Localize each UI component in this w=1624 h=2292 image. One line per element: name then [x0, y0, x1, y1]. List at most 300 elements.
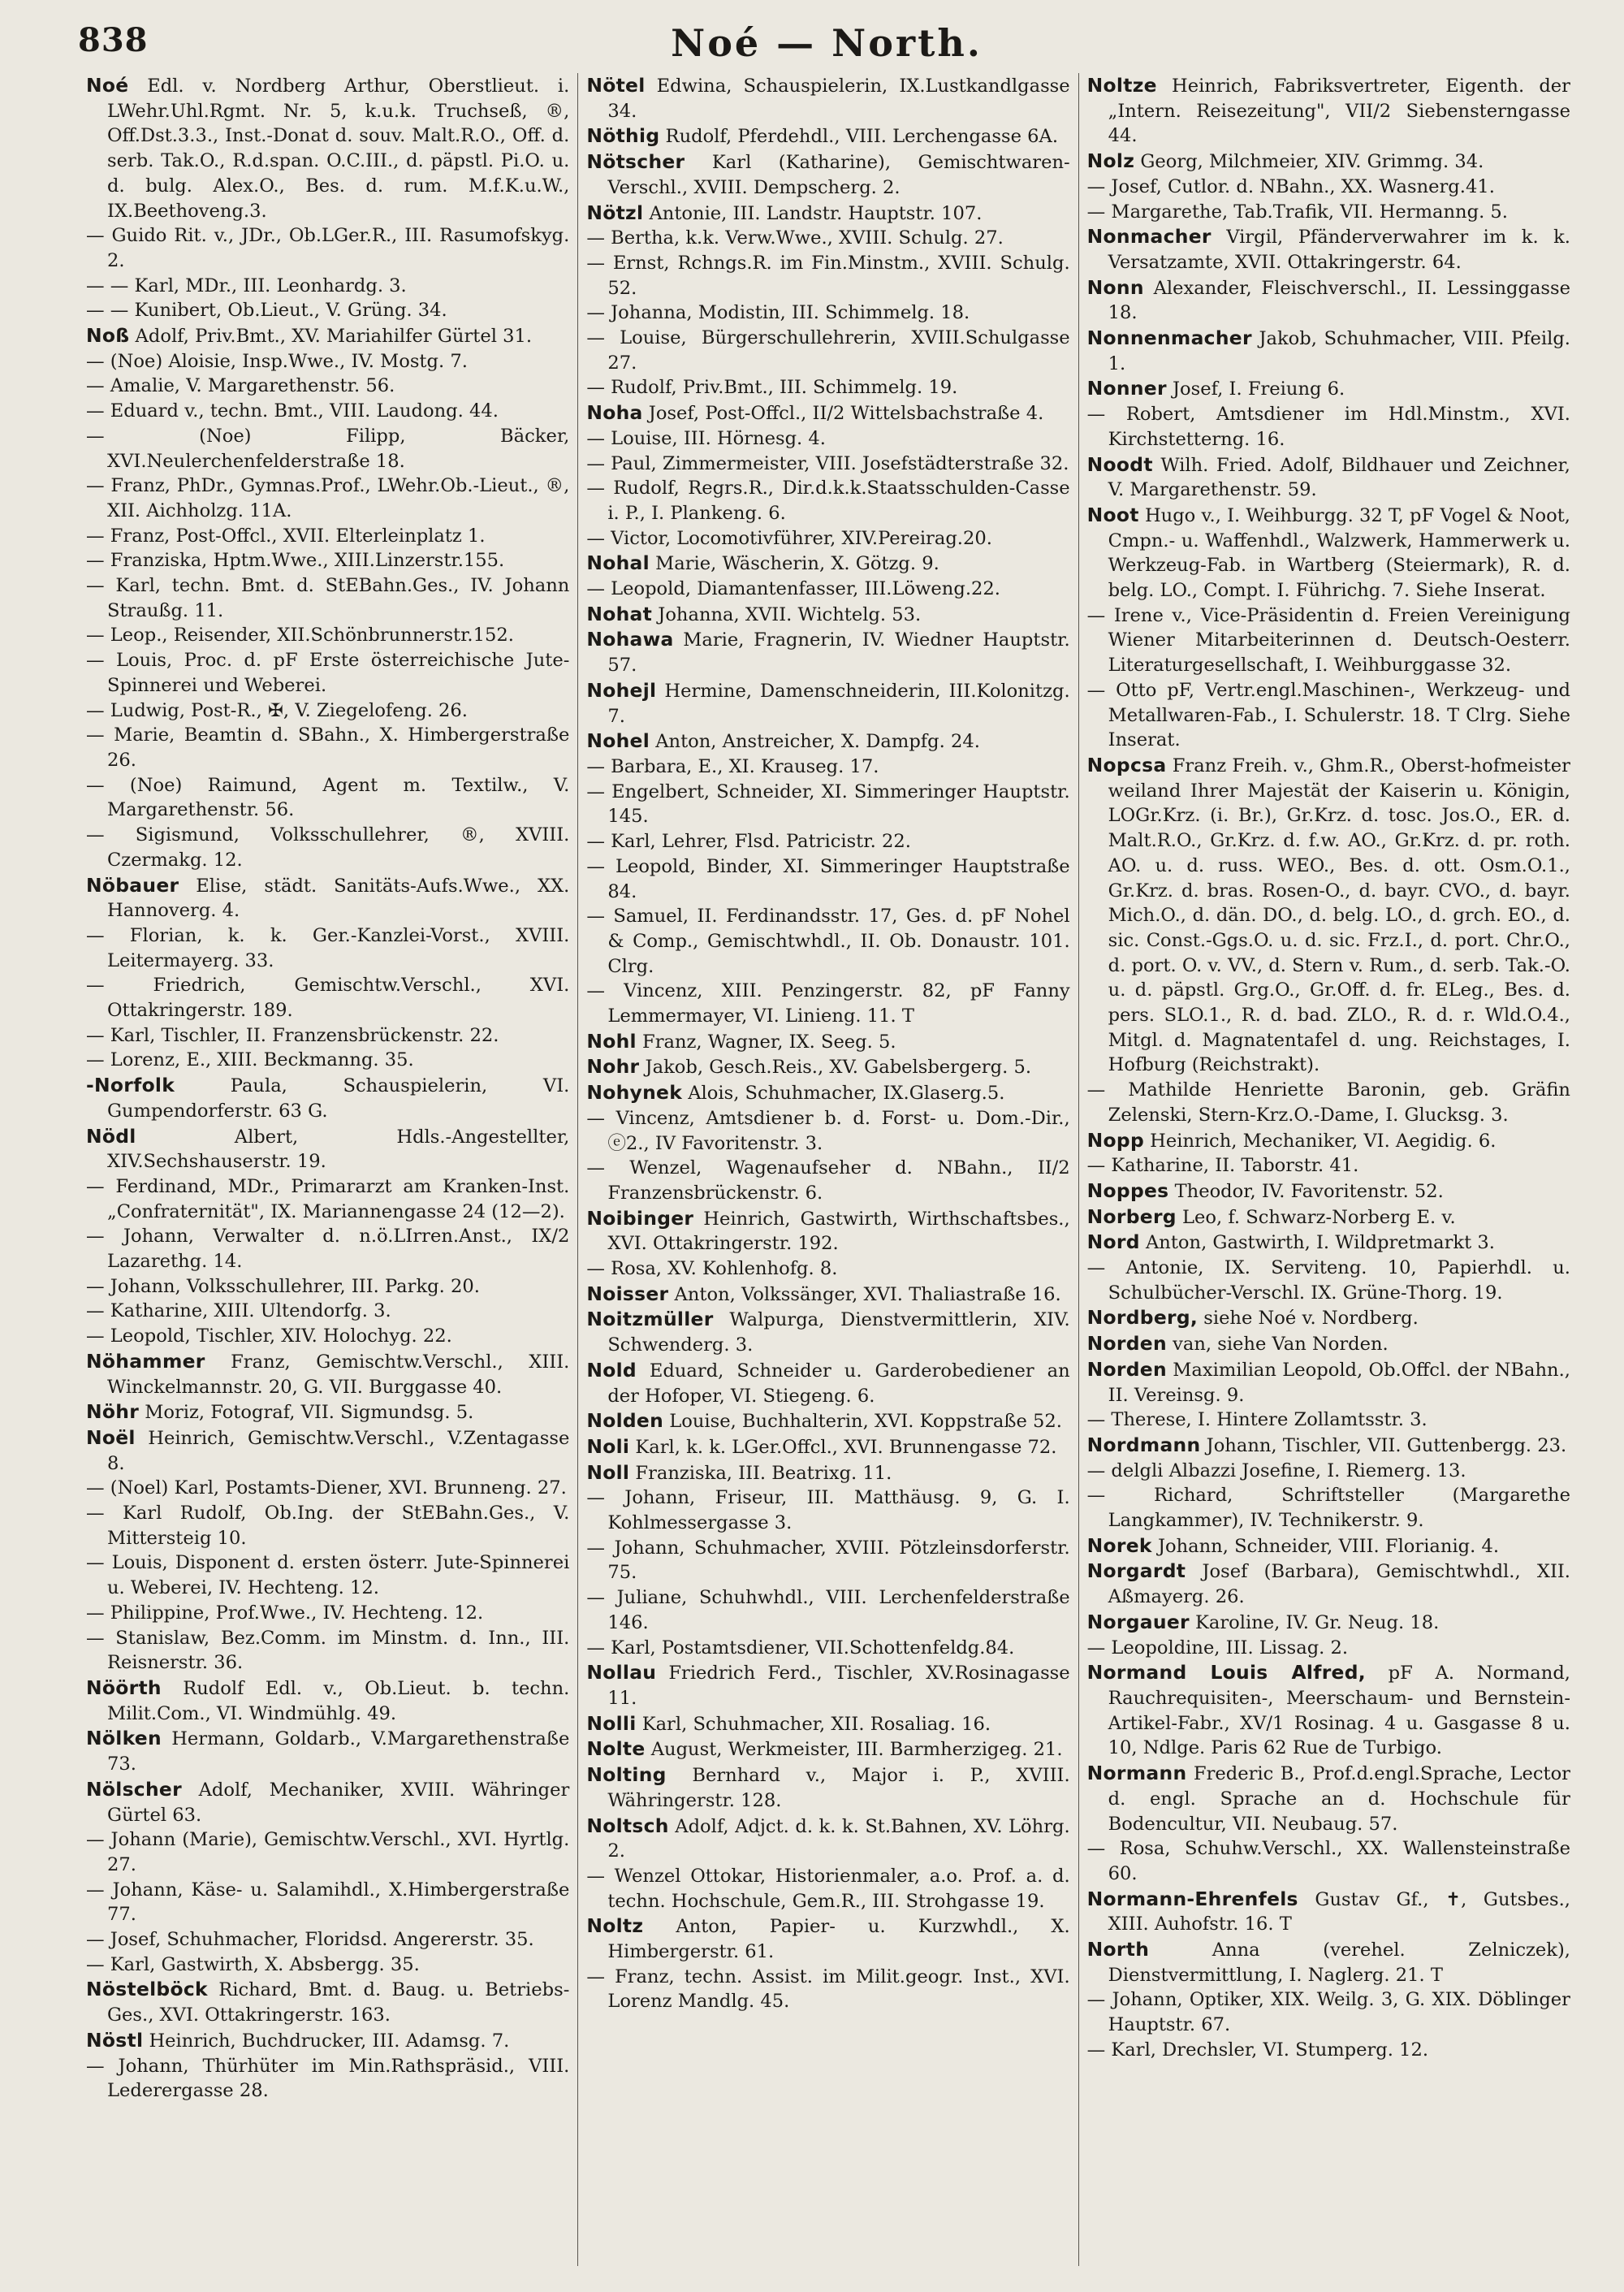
directory-entry: [586, 1206, 1069, 1256]
entry-details: — Louise, Bürgerschullehrerin, XVIII.Schulgasse 27.: [586, 327, 1070, 374]
directory-entry: [586, 577, 1069, 602]
entry-surname: Norden: [1086, 1332, 1167, 1356]
entry-details: — Sigismund, Volksschullehrer, ®, XVIII. Czermakg. 12.: [86, 824, 570, 871]
entry-details: Louise, Buchhalterin, XVI. Koppstraße 52.: [663, 1411, 1062, 1433]
entry-details: Edl. v. Nordberg Arthur, Oberstlieut. i. LWehr.Uhl.Rgmt. Nr. 5, k.u.k. Truchseß, ®, Off.Dst.3.3., Inst.-Donat d. souv. Malt.R.O., Off. d. serb. Tak.O., R.d.span. O.C.III., d. päpstl. Pi.O. u. d. bulg. Alex.O., Bes. d. rum. M.f.K.u.W., IX.Beethoveng.3.: [107, 76, 570, 222]
directory-entry: [86, 573, 569, 623]
entry-details: — Amalie, V. Margarethenstr. 56.: [86, 375, 395, 397]
entry-details: — Juliane, Schuhwhdl., VIII. Lerchenfelderstraße 146.: [586, 1587, 1070, 1633]
entry-details: Karoline, IV. Gr. Neug. 18.: [1189, 1611, 1440, 1633]
entry-details: — Leopoldine, III. Lissag. 2.: [1086, 1637, 1349, 1658]
entry-surname: Nöörth: [86, 1676, 162, 1699]
directory-entry: [1087, 1078, 1570, 1127]
entry-details: — Karl, Drechsler, VI. Stumperg. 12.: [1086, 2039, 1429, 2061]
directory-entry: [86, 698, 569, 724]
entry-details: Leo, f. Schwarz-Norberg E. v.: [1176, 1206, 1456, 1228]
directory-entry: [86, 823, 569, 872]
entry-details: — Rudolf, Priv.Bmt., III. Schimmelg. 19.: [586, 377, 958, 399]
directory-entry: [1087, 200, 1570, 225]
directory-entry: [86, 1324, 569, 1349]
directory-entry: [1087, 1836, 1570, 1886]
entry-surname: North: [1086, 1938, 1150, 1961]
entry-surname: Nöstelböck: [86, 1978, 208, 2001]
entry-details: — Eduard v., techn. Bmt., VIII. Laudong. 44.: [86, 400, 499, 422]
directory-entry: [1087, 1128, 1570, 1154]
directory-entry: [1087, 149, 1570, 175]
entry-details: Elise, städt. Sanitäts-Aufs.Wwe., XX. Hannoverg. 4.: [107, 875, 570, 922]
entry-details: Franziska, III. Beatrixg. 11.: [629, 1462, 892, 1484]
entry-surname: Normann: [1086, 1762, 1187, 1785]
directory-entry: [586, 1029, 1069, 1055]
directory-entry: [86, 1953, 569, 1978]
entry-surname: Nöthig: [586, 124, 660, 148]
entry-details: — — Kunibert, Ob.Lieut., V. Grüng. 34.: [86, 300, 447, 322]
entry-details: Hermann, Goldarb., V.Margarethenstraße 73.: [107, 1728, 570, 1775]
directory-entry: [586, 678, 1069, 729]
entry-details: Heinrich, Mechaniker, VI. Aegidig. 6.: [1144, 1130, 1497, 1152]
directory-entry: [586, 1736, 1069, 1762]
directory-entry: [1087, 1459, 1570, 1484]
entry-details: — Karl, Lehrer, Flsd. Patricistr. 22.: [586, 831, 911, 853]
entry-details: — Richard, Schriftsteller (Margarethe Langkammer), IV. Technikerstr. 9.: [1086, 1485, 1570, 1532]
entry-surname: Nolte: [586, 1737, 646, 1761]
directory-entry: [1087, 73, 1570, 149]
entry-details: Theodor, IV. Favoritenstr. 52.: [1168, 1180, 1444, 1202]
entry-surname: Nohawa: [586, 628, 674, 651]
entry-details: — Mathilde Henriette Baronin, geb. Gräfin Zelenski, Stern-Krz.O.-Dame, I. Glucksg. 3.: [1086, 1079, 1570, 1126]
entry-surname: Nöbauer: [86, 873, 179, 897]
directory-entry: [86, 1124, 569, 1174]
entry-surname: Noltze: [1086, 74, 1157, 97]
entry-surname: Nonmacher: [1086, 225, 1212, 249]
entry-details: Heinrich, Buchdrucker, III. Adamsg. 7.: [143, 2030, 510, 2052]
directory-entry: [86, 349, 569, 374]
directory-entry: [586, 1282, 1069, 1308]
entry-details: — Johann, Verwalter d. n.ö.LIrren.Anst., IX/2 Lazarethg. 14.: [86, 1226, 570, 1273]
directory-entry: [586, 149, 1069, 200]
directory-entry: [586, 1460, 1069, 1486]
entry-details: — Leopold, Binder, XI. Simmeringer Hauptstraße 84.: [586, 855, 1070, 902]
entry-details: Josef, I. Freiung 6.: [1166, 378, 1345, 400]
directory-entry: [1087, 1178, 1570, 1204]
directory-entry: [86, 524, 569, 549]
directory-entry: [86, 2028, 569, 2054]
directory-entry: [86, 923, 569, 973]
entry-details: Wilh. Fried. Adolf, Bildhauer und Zeichner, V. Margarethenstr. 59.: [1108, 454, 1570, 501]
directory-entry: [1087, 402, 1570, 452]
entry-surname: Nonner: [1086, 377, 1167, 400]
entry-details: — Engelbert, Schneider, XI. Simmeringer Hauptstr. 145.: [586, 781, 1070, 828]
entry-details: — Stanislaw, Bez.Comm. im Minstm. d. Inn., III. Reisnerstr. 36.: [86, 1627, 570, 1674]
entry-details: Maximilian Leopold, Ob.Offcl. der NBahn., II. Vereinsg. 9.: [1108, 1359, 1570, 1406]
entry-details: Alois, Schuhmacher, IX.Glaserg.5.: [682, 1083, 1005, 1105]
entry-details: Marie, Wäscherin, X. Götzg. 9.: [649, 553, 939, 575]
directory-entry: [586, 780, 1069, 829]
entry-details: — Robert, Amtsdiener im Hdl.Minstm., XVI. Kirchstetterng. 16.: [1086, 404, 1570, 450]
entry-details: — Franz, PhDr., Gymnas.Prof., LWehr.Ob.-Lieut., ®, XII. Aichholzg. 11A.: [86, 475, 570, 521]
entry-details: — Leop., Reisender, XII.Schönbrunnerstr.152.: [86, 625, 514, 647]
entry-details: — Karl, Gastwirth, X. Absbergg. 35.: [86, 1953, 420, 1975]
entry-details: Rudolf, Pferdehdl., VIII. Lerchengasse 6A.: [659, 126, 1058, 148]
entry-surname: Noltsch: [586, 1814, 669, 1837]
entry-details: Antonie, III. Landstr. Hauptstr. 107.: [643, 202, 983, 224]
entry-surname: Noël: [86, 1425, 136, 1449]
directory-entry: [586, 426, 1069, 452]
directory-entry: [1087, 1636, 1570, 1661]
entry-surname: Nohr: [586, 1055, 640, 1079]
directory-entry: [86, 1349, 569, 1399]
directory-entry: [86, 973, 569, 1023]
entry-details: — Irene v., Vice-Präsidentin d. Freien Vereinigung Wiener Mitarbeiterinnen d. Deutsch-Oesterr. Literaturgesellschaft, I. Weihburggasse 32.: [1086, 604, 1570, 677]
entry-surname: Nölscher: [86, 1777, 182, 1801]
directory-entry: [86, 474, 569, 523]
entry-details: Franz Freih. v., Ghm.R., Oberst-hofmeister weiland Ihrer Majestät der Kaiserin u. Königin, LOGr.Krz. (i. Br.), Gr.Krz. d. tosc. Jos.O., ER. d. Malt.R.O., Gr.Krz. d. f.w. AO., Gr.Krz. d. pr. roth. AO. u. d. russ. WEO., Bes. d. ott. Osm.O.1., Gr.Krz. d. bras. Rosen-O., d. bayr. CVO., d. bayr. Mich.O., d. dän. DO., d. belg. LO., d. grch. EO., d. sic. Const.-Ggs.O. u. d. sic. Frz.I., d. port. Chr.O., d. port. O. v. VV., d. Stern v. Rum., d. serb. Tak.-O. u. d. päpstl. Grg.O., Gr.Off. d. fr. ELeg., Bes. d. pers. SLO.1., R. d. bad. ZLO., R. d. r. Wld.O.4., Mitgl. d. Magnatentafel d. ung. Reichstages, I. Hofburg (Reichstrakt).: [1108, 755, 1570, 1076]
column-3: [1078, 73, 1579, 2266]
directory-entry: [586, 602, 1069, 628]
entry-details: — Josef, Cutlor. d. NBahn., XX. Wasnerg.41.: [1086, 175, 1495, 197]
directory-entry: [586, 1256, 1069, 1282]
entry-details: Richard, Bmt. d. Baug. u. Betriebs-Ges., XVI. Ottakringerstr. 163.: [107, 1979, 570, 2026]
directory-entry: [586, 476, 1069, 525]
directory-entry: [586, 1814, 1069, 1864]
entry-details: — Bertha, k.k. Verw.Wwe., XVIII. Schulg. 27.: [586, 227, 1004, 249]
entry-details: Johanna, XVII. Wichtelg. 53.: [652, 603, 922, 625]
directory-entry: [586, 251, 1069, 301]
entry-details: — Franziska, Hptm.Wwe., XIII.Linzerstr.155.: [86, 550, 505, 572]
entry-details: — Johann, Volksschullehrer, III. Parkg. 20.: [86, 1275, 480, 1297]
directory-entry: [86, 548, 569, 573]
entry-details: — — Karl, MDr., III. Leonhardg. 3.: [86, 275, 407, 296]
entry-surname: Noisser: [586, 1282, 669, 1305]
entry-surname: Nötzl: [586, 201, 644, 224]
entry-details: Heinrich, Gastwirth, Wirthschaftsbes., XVI. Ottakringerstr. 192.: [607, 1208, 1070, 1255]
directory-entry: [86, 648, 569, 698]
directory-entry: [86, 1224, 569, 1274]
directory-entry: [1087, 1937, 1570, 1987]
directory-entry: [586, 1965, 1069, 2014]
entry-surname: Nopp: [1086, 1128, 1144, 1152]
entry-details: Johann, Tischler, VII. Guttenbergg. 23.: [1200, 1434, 1567, 1456]
directory-entry: [86, 1501, 569, 1550]
directory-entry: [1087, 1483, 1570, 1533]
directory-entry: [86, 1174, 569, 1224]
entry-details: — Rudolf, Regrs.R., Dir.d.k.k.Staatsschulden-Casse i. P., I. Plankeng. 6.: [586, 478, 1070, 524]
entry-details: Marie, Fragnerin, IV. Wiedner Hauptstr. 57.: [607, 629, 1070, 677]
directory-entry: [1087, 1408, 1570, 1433]
directory-entry: [586, 326, 1069, 375]
entry-details: — Antonie, IX. Serviteng. 10, Papierhdl. u. Schulbücher-Verschl. IX. Grüne-Thorg. 19.: [1086, 1257, 1570, 1304]
directory-entry: [586, 1536, 1069, 1585]
entry-surname: Nohynek: [586, 1081, 683, 1105]
directory-entry: [86, 374, 569, 399]
entry-surname: Nöhr: [86, 1400, 140, 1424]
entry-surname: Noll: [586, 1460, 630, 1484]
directory-entry: [86, 298, 569, 323]
directory-entry: [86, 773, 569, 823]
entry-surname: Nolting: [586, 1763, 667, 1787]
directory-entry: [86, 73, 569, 223]
entry-surname: Noitzmüller: [586, 1308, 714, 1331]
entry-surname: Norgauer: [1086, 1610, 1190, 1633]
entry-details: Karl (Katharine), Gemischtwaren-Verschl., XVIII. Dempscherg. 2.: [607, 152, 1070, 198]
directory-entry: [1087, 275, 1570, 326]
entry-surname: Nolz: [1086, 149, 1135, 173]
entry-surname: Noot: [1086, 503, 1139, 526]
entry-surname: Noodt: [1086, 452, 1153, 476]
directory-entry: [586, 73, 1069, 123]
entry-details: — Vincenz, XIII. Penzingerstr. 82, pF Fanny Lemmermayer, VI. Linieng. 11. T: [586, 980, 1070, 1027]
entry-details: Karl, Schuhmacher, XII. Rosaliag. 16.: [636, 1713, 991, 1735]
entry-surname: Nohal: [586, 551, 650, 575]
entry-details: — Katharine, XIII. Ultendorfg. 3.: [86, 1300, 391, 1322]
columns: [78, 73, 1579, 2266]
entry-surname: Nöstl: [86, 2028, 144, 2052]
entry-details: — Johann, Optiker, XIX. Weilg. 3, G. XIX. Döblinger Hauptstr. 67.: [1086, 1989, 1570, 2036]
directory-entry: [86, 1073, 569, 1123]
entry-surname: Noppes: [1086, 1178, 1169, 1202]
directory-entry: [586, 201, 1069, 227]
directory-entry: [86, 1777, 569, 1827]
entry-surname: Noibinger: [586, 1206, 694, 1230]
entry-surname: Nölken: [86, 1727, 162, 1750]
entry-surname: Nötscher: [586, 150, 685, 174]
directory-entry: [586, 1485, 1069, 1535]
entry-details: — Karl, Postamtsdiener, VII.Schottenfeldg.84.: [586, 1637, 1015, 1658]
directory-entry: [86, 1399, 569, 1425]
entry-details: Albert, Hdls.-Angestellter, XIV.Sechshauserstr. 19.: [107, 1126, 570, 1173]
directory-entry: [86, 623, 569, 648]
entry-details: Franz, Gemischtw.Verschl., XIII. Winckelmannstr. 20, G. VII. Burggasse 40.: [107, 1351, 570, 1398]
directory-entry: [586, 627, 1069, 677]
directory-entry: [586, 755, 1069, 780]
directory-entry: [586, 979, 1069, 1028]
entry-details: Adolf, Priv.Bmt., XV. Mariahilfer Gürtel 31.: [129, 326, 533, 348]
entry-surname: Norek: [1086, 1533, 1152, 1557]
entry-details: — Louis, Proc. d. pF Erste österreichische Jute-Spinnerei und Weberei.: [86, 650, 570, 696]
directory-entry: [1087, 1987, 1570, 2037]
entry-details: Anton, Anstreicher, X. Dampfg. 24.: [650, 731, 980, 753]
entry-surname: Nollau: [586, 1661, 657, 1684]
directory-entry: [586, 1762, 1069, 1813]
page-header: [78, 21, 1575, 80]
entry-surname: Norgardt: [1086, 1559, 1186, 1583]
entry-details: Paula, Schauspielerin, VI. Gumpendorferstr. 63 G.: [107, 1075, 570, 1122]
entry-surname: -Norfolk: [86, 1074, 175, 1097]
entry-details: — Wenzel Ottokar, Historienmaler, a.o. Prof. a. d. techn. Hochschule, Gem.R., III. Strohgasse 19.: [586, 1865, 1070, 1912]
directory-entry: [1087, 326, 1570, 376]
entry-details: Heinrich, Fabriksvertreter, Eigenth. der „Intern. Reisezeitung", VII/2 Siebensterngasse 44.: [1108, 76, 1570, 147]
entry-details: — Guido Rit. v., JDr., Ob.LGer.R., III. Rasumofskyg. 2.: [86, 225, 570, 271]
entry-details: Moriz, Fotograf, VII. Sigmundsg. 5.: [139, 1402, 474, 1424]
entry-details: — Lorenz, E., XIII. Beckmanng. 35.: [86, 1049, 414, 1071]
directory-entry: [1087, 1256, 1570, 1305]
directory-entry: [86, 1827, 569, 1877]
entry-details: — Karl Rudolf, Ob.Ing. der StEBahn.Ges., V. Mittersteig 10.: [86, 1503, 570, 1549]
directory-entry: [1087, 1887, 1570, 1937]
entry-details: — Rosa, XV. Kohlenhofg. 8.: [586, 1258, 838, 1280]
entry-details: Anton, Gastwirth, I. Wildpretmarkt 3.: [1139, 1232, 1495, 1254]
directory-entry: [1087, 1610, 1570, 1636]
directory-entry: [1087, 1230, 1570, 1256]
entry-details: — Louis, Disponent d. ersten österr. Jute-Spinnerei u. Weberei, IV. Hechteng. 12.: [86, 1552, 570, 1599]
entry-details: — Johann, Käse- u. Salamihdl., X.Himbergerstraße 77.: [86, 1879, 570, 1926]
entry-details: Friedrich Ferd., Tischler, XV.Rosinagasse 11.: [607, 1663, 1070, 1709]
entry-details: — Ludwig, Post-R., ✠, V. Ziegelofeng. 26.: [86, 699, 468, 721]
entry-surname: Noli: [586, 1434, 630, 1458]
entry-details: — Therese, I. Hintere Zollamtsstr. 3.: [1086, 1409, 1427, 1431]
directory-entry: [586, 1106, 1069, 1156]
directory-entry: [86, 323, 569, 349]
directory-entry: [586, 1864, 1069, 1914]
entry-surname: Nohel: [586, 729, 650, 753]
entry-details: Anna (verehel. Zelniczek), Dienstvermittlung, I. Naglerg. 21. T: [1108, 1940, 1570, 1986]
directory-entry: [86, 1425, 569, 1476]
entry-surname: Normann-Ehrenfels: [1086, 1887, 1298, 1910]
directory-entry: [86, 1601, 569, 1626]
entry-details: — delgli Albazzi Josefine, I. Riemerg. 13.: [1086, 1460, 1466, 1481]
directory-entry: [586, 123, 1069, 149]
entry-surname: Nold: [586, 1358, 637, 1382]
entry-details: — Rosa, Schuhw.Verschl., XX. Wallensteinstraße 60.: [1086, 1838, 1570, 1884]
entry-details: — Florian, k. k. Ger.-Kanzlei-Vorst., XVIII. Leitermayerg. 33.: [86, 924, 570, 971]
entry-details: — (Noel) Karl, Postamts-Diener, XVI. Brunneng. 27.: [86, 1477, 567, 1499]
entry-details: Adolf, Adjct. d. k. k. St.Bahnen, XV. Löhrg. 2.: [607, 1815, 1070, 1862]
directory-entry: [586, 1636, 1069, 1661]
entry-details: — (Noe) Aloisie, Insp.Wwe., IV. Mostg. 7.: [86, 350, 468, 372]
entry-details: Adolf, Mechaniker, XVIII. Währinger Gürtel 63.: [107, 1779, 570, 1826]
directory-entry: [86, 424, 569, 474]
directory-entry: [586, 526, 1069, 551]
directory-entry: [1087, 1153, 1570, 1178]
entry-surname: Noltz: [586, 1914, 644, 1938]
entry-details: — Leopold, Diamantenfasser, III.Löweng.22.: [586, 578, 1000, 600]
entry-details: Bernhard v., Major i. P., XVIII. Währingerstr. 128.: [607, 1765, 1070, 1811]
directory-entry: [1087, 1761, 1570, 1836]
entry-surname: Nöhammer: [86, 1349, 205, 1373]
directory-entry: [586, 829, 1069, 854]
entry-details: Franz, Wagner, IX. Seeg. 5.: [636, 1031, 896, 1053]
entry-details: — Marie, Beamtin d. SBahn., X. Himbergerstraße 26.: [86, 724, 570, 771]
entry-details: — Katharine, II. Taborstr. 41.: [1086, 1155, 1359, 1177]
entry-surname: Noß: [86, 324, 130, 348]
entry-details: Heinrich, Gemischtw.Verschl., V.Zentagasse 8.: [107, 1427, 570, 1474]
column-1: [78, 73, 577, 2266]
directory-entry: [1087, 376, 1570, 402]
entry-details: — Wenzel, Wagenaufseher d. NBahn., II/2 Franzensbrückenstr. 6.: [586, 1157, 1070, 1204]
entry-surname: Nonn: [1086, 275, 1144, 299]
directory-entry: [86, 1274, 569, 1300]
entry-details: Alexander, Fleischverschl., II. Lessinggasse 18.: [1108, 277, 1570, 324]
entry-details: Virgil, Pfänderverwahrer im k. k. Versatzamte, XVII. Ottakringerstr. 64.: [1108, 227, 1570, 273]
entry-surname: Nohl: [586, 1029, 637, 1053]
entry-surname: Nolden: [586, 1409, 664, 1433]
entry-details: Anton, Volkssänger, XVI. Thaliastraße 16.: [668, 1283, 1061, 1305]
entry-details: — Johann, Thürhüter im Min.Rathspräsid., VIII. Lederergasse 28.: [86, 2055, 570, 2102]
directory-entry: [586, 400, 1069, 426]
directory-entry: [586, 1660, 1069, 1710]
entry-details: — Otto pF, Vertr.engl.Maschinen-, Werkzeug- und Metallwaren-Fab., I. Schulerstr. 18. T Clrg. Siehe Inserat.: [1086, 679, 1570, 751]
directory-entry: [86, 873, 569, 923]
entry-surname: Nolli: [586, 1711, 637, 1735]
entry-details: — Franz, Post-Offcl., XVII. Elterleinplatz 1.: [86, 525, 486, 547]
entry-surname: Nohat: [586, 602, 653, 625]
entry-details: — Philippine, Prof.Wwe., IV. Hechteng. 12.: [86, 1602, 484, 1624]
directory-entry: [1087, 224, 1570, 275]
entry-details: Gustav Gf., ✝, Gutsbes., XIII. Auhofstr. 16. T: [1108, 1888, 1570, 1935]
directory-entry: [586, 551, 1069, 577]
entry-surname: Nordmann: [1086, 1433, 1201, 1456]
entry-surname: Nohejl: [586, 678, 657, 702]
directory-entry: [1087, 603, 1570, 678]
entry-details: — Johanna, Modistin, III. Schimmelg. 18.: [586, 302, 970, 324]
entry-details: Josef, Post-Offcl., II/2 Wittelsbachstraße 4.: [642, 403, 1044, 425]
directory-entry: [86, 1299, 569, 1324]
entry-details: siehe Noé v. Nordberg.: [1198, 1308, 1419, 1330]
entry-details: — Franz, techn. Assist. im Milit.geogr. Inst., XVI. Lorenz Mandlg. 45.: [586, 1965, 1070, 2013]
entry-details: — Josef, Schuhmacher, Floridsd. Angererstr. 35.: [86, 1929, 534, 1951]
column-2: [577, 73, 1078, 2266]
entry-details: — Ernst, Rchngs.R. im Fin.Minstm., XVIII. Schulg. 52.: [586, 252, 1070, 299]
entry-details: — (Noe) Raimund, Agent m. Textilw., V. Margarethenstr. 56.: [86, 774, 570, 821]
directory-entry: [586, 1358, 1069, 1408]
directory-entry: [1087, 452, 1570, 503]
entry-details: — Samuel, II. Ferdinandsstr. 17, Ges. d. pF Nohel & Comp., Gemischtwhdl., II. Ob. Donaustr. 101. Clrg.: [586, 906, 1070, 977]
directory-entry: [586, 1711, 1069, 1737]
directory-entry: [1087, 1533, 1570, 1559]
entry-details: van, siehe Van Norden.: [1166, 1334, 1389, 1356]
entry-surname: Normand Louis Alfred,: [1086, 1661, 1366, 1684]
directory-entry: [1087, 175, 1570, 200]
directory-entry: [86, 1977, 569, 2027]
directory-entry: [86, 1726, 569, 1776]
entry-surname: Nopcsa: [1086, 753, 1167, 776]
entry-details: pF A. Normand, Rauchrequisiten-, Meerschaum- und Bernstein-Artikel-Fabr., XV/1 Rosinag. 4 u. Gasgasse 8 u. 10, Ndlge. Paris 62 Rue de Turbigo.: [1108, 1663, 1570, 1759]
directory-entry: [1087, 1204, 1570, 1230]
directory-entry: [86, 1676, 569, 1726]
entry-details: Johann, Schneider, VIII. Florianig. 4.: [1151, 1535, 1500, 1557]
directory-entry: [86, 723, 569, 772]
entry-surname: Noé: [86, 74, 129, 97]
entry-details: — Johann, Schuhmacher, XVIII. Pötzleinsdorferstr. 75.: [586, 1537, 1070, 1584]
entry-details: — Friedrich, Gemischtw.Verschl., XVI. Ottakringerstr. 189.: [86, 975, 570, 1022]
directory-entry: [86, 1476, 569, 1501]
directory-entry: [86, 1550, 569, 1600]
directory-entry: [86, 223, 569, 273]
directory-entry: [1087, 1433, 1570, 1459]
entry-surname: Nonnenmacher: [1086, 327, 1252, 350]
directory-entry: [586, 226, 1069, 251]
entry-surname: Norberg: [1086, 1204, 1177, 1228]
entry-details: — Victor, Locomotivführer, XIV.Pereirag.20.: [586, 527, 992, 549]
entry-details: Rudolf Edl. v., Ob.Lieut. b. techn. Milit.Com., VI. Windmühlg. 49.: [107, 1678, 570, 1724]
directory-entry: [586, 301, 1069, 326]
entry-surname: Noha: [586, 401, 643, 425]
directory-entry: [586, 1080, 1069, 1106]
entry-details: Jakob, Gesch.Reis., XV. Gabelsbergerg. 5.: [639, 1057, 1031, 1079]
entry-details: Georg, Milchmeier, XIV. Grimmg. 34.: [1134, 151, 1484, 173]
directory-entry: [586, 1054, 1069, 1080]
directory-entry: [86, 274, 569, 299]
entry-details: — Johann, Friseur, III. Matthäusg. 9, G. I. Kohlmessergasse 3.: [586, 1487, 1070, 1534]
directory-entry: [586, 375, 1069, 400]
entry-details: Walpurga, Dienstvermittlerin, XIV. Schwenderg. 3.: [607, 1309, 1070, 1356]
entry-details: Anton, Papier- u. Kurzwhdl., X. Himbergerstr. 61.: [607, 1916, 1070, 1963]
directory-entry: [1087, 1559, 1570, 1609]
directory-entry: [586, 904, 1069, 979]
page-number: 838: [78, 21, 149, 59]
directory-entry: [86, 1048, 569, 1073]
entry-surname: Nödl: [86, 1124, 136, 1148]
